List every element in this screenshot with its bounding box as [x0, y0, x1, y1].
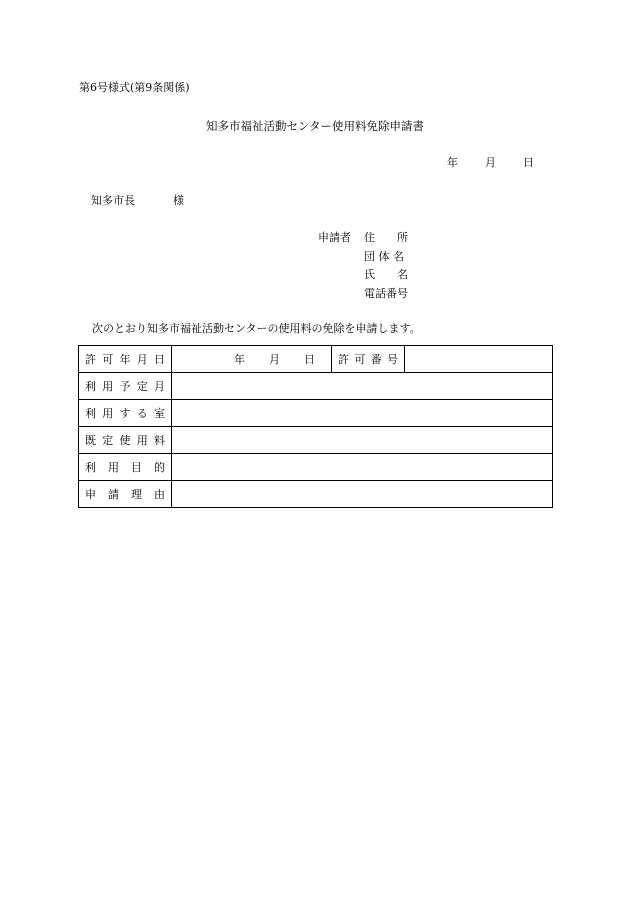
table-row: [79, 481, 553, 508]
document-title: 知多市福祉活動センター使用料免除申請書: [205, 119, 425, 133]
planned-month-label: 利 用 予 定 月: [79, 373, 172, 400]
form-number: 第6号様式(第9条関係): [79, 81, 190, 94]
room-value[interactable]: [172, 400, 553, 427]
permit-date-value[interactable]: 年 月 日: [172, 346, 332, 373]
purpose-label: 利 用 目 的: [79, 454, 172, 481]
applicant-lead-label: 申請者: [318, 231, 351, 244]
table-row: [79, 454, 553, 481]
applicant-row-name: [318, 269, 408, 288]
table-row: [79, 373, 553, 400]
date-year-label: 年: [447, 156, 458, 169]
application-date-line: [447, 157, 534, 168]
date-day-label: 日: [523, 156, 534, 169]
permit-number-value[interactable]: [405, 346, 553, 373]
applicant-row-phone: [318, 288, 408, 307]
application-table: [78, 345, 553, 508]
date-month-label: 月: [485, 156, 496, 169]
applicant-row-address: [318, 232, 408, 251]
standard-fee-label: 既 定 使 用 料: [79, 427, 172, 454]
reason-label: 申 請 理 由: [79, 481, 172, 508]
applicant-group-label: 団 体 名: [364, 249, 404, 263]
applicant-address-label: 住 所: [364, 231, 408, 244]
permit-number-label: 許 可 番 号: [332, 346, 405, 373]
application-statement: 次のとおり知多市福祉活動センターの使用料の免除を申請します。: [92, 322, 421, 335]
permit-date-label: 許 可 年 月 日: [79, 346, 172, 373]
applicant-row-group: [318, 251, 408, 270]
addressee-honorific: 様: [173, 194, 184, 207]
planned-month-value[interactable]: [172, 373, 553, 400]
table-row: [79, 427, 553, 454]
standard-fee-value[interactable]: [172, 427, 553, 454]
addressee-name: 知多市長: [91, 194, 135, 207]
applicant-name-label: 氏 名: [364, 268, 408, 281]
room-label: 利 用 す る 室: [79, 400, 172, 427]
addressee: [91, 195, 184, 206]
applicant-block: [318, 232, 408, 306]
purpose-value[interactable]: [172, 454, 553, 481]
table-row-permit: [79, 346, 553, 373]
table-row: [79, 400, 553, 427]
applicant-phone-label: 電話番号: [364, 286, 408, 300]
reason-value[interactable]: [172, 481, 553, 508]
